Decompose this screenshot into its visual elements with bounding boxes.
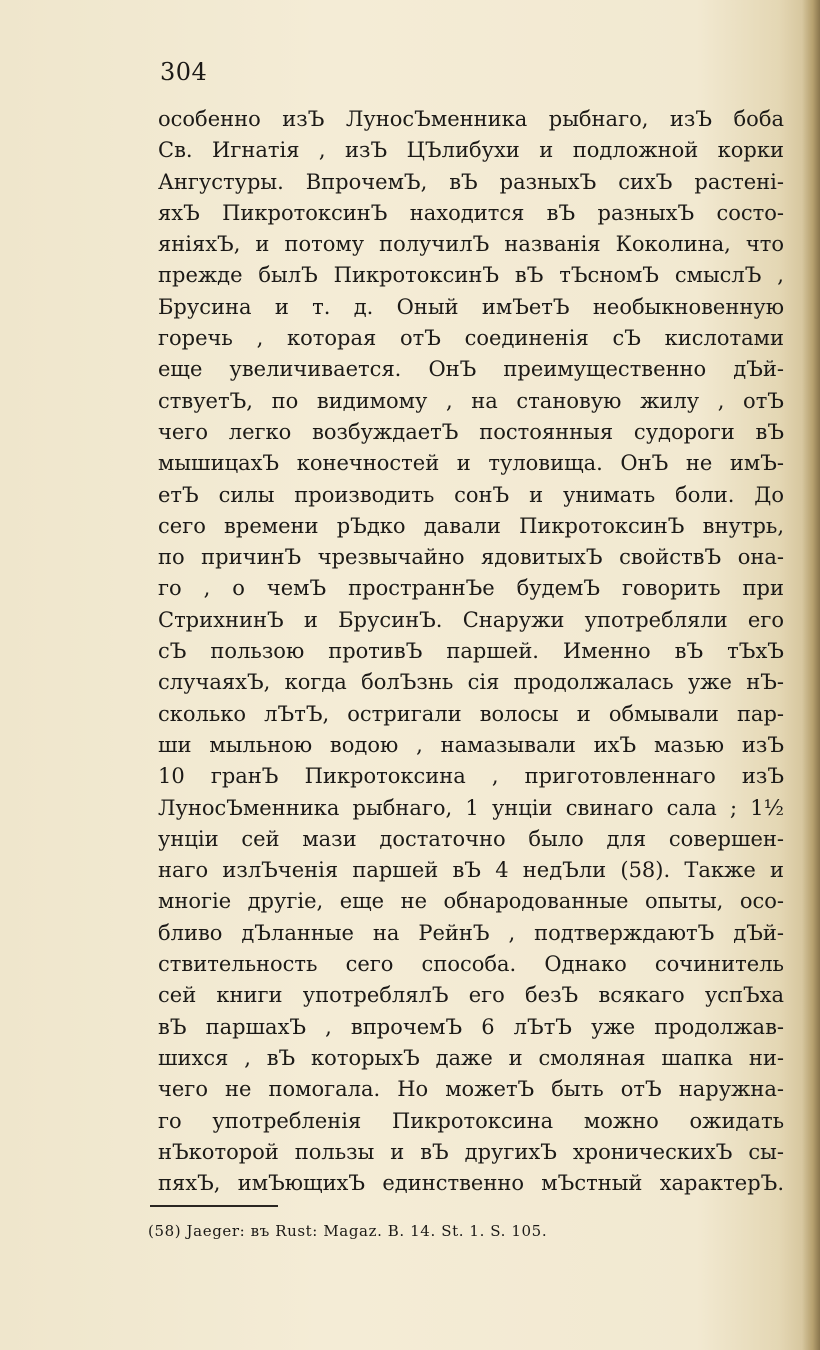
text-line: мышицахЪ конечностей и туловища. ОнЪ не имЪ- [158,451,784,476]
text-line: Брусина и т. д. Оный имЪетЪ необыкновенную [158,294,784,319]
text-line: сколько лЪтЪ, остригали волосы и обмывали пар- [158,701,784,726]
footnote: (58) Jaeger: въ Rust: Magaz. B. 14. St. 1. S. 105. [148,1222,548,1240]
text-line: яхЪ ПикротоксинЪ находится вЪ разныхЪ состо- [158,200,784,225]
text-line: прежде былЪ ПикротоксинЪ вЪ тЪсномЪ смыслЪ , [158,263,784,288]
text-line: случаяхЪ, когда болЪзнь сiя продолжалась уже нЪ- [158,670,784,695]
text-line: ЛуносЪменника рыбнаго, 1 унцiи свинаго сала ; 1½ [158,795,784,820]
text-line: сего времени рЪдко давали ПикротоксинЪ внутрь, [158,513,784,538]
text-line: еще увеличивается. ОнЪ преимущественно дЪй- [158,357,784,382]
text-line: шихся , вЪ которыхЪ даже и смоляная шапка ни- [158,1045,784,1070]
page-number: 304 [160,58,208,86]
text-line: 10 гранЪ Пикротоксина , приготовленнаго изЪ [158,764,784,789]
text-line: го , о чемЪ пространнЪе будемЪ говорить при [158,576,784,601]
text-line: ствительность сего способа. Однако сочинитель [158,952,784,977]
footnote-divider [150,1205,278,1207]
text-line-last: пяхЪ, имЪющихЪ единственно мЪстный характерЪ. [158,1171,784,1196]
text-line: янiяхЪ, и потому получилЪ названiя Коколина, что [158,232,784,257]
text-line: чего легко возбуждаетЪ постоянныя судороги вЪ [158,419,784,444]
text-line: горечь , которая отЪ соединенiя сЪ кислотами [158,326,784,351]
text-line: по причинЪ чрезвычайно ядовитыхЪ свойствЪ она- [158,545,784,570]
page-edge-shadow [802,0,820,1350]
text-line: СтрихнинЪ и БрусинЪ. Снаружи употребляли его [158,607,784,632]
text-line: многiе другiе, еще не обнародованные опыты, осо- [158,889,784,914]
text-line: унцiи сей мази достаточно было для совершен- [158,826,784,851]
text-line: бливо дЪланные на РейнЪ , подтверждаютЪ дЪй- [158,920,784,945]
text-line: Св. Игнатiя , изЪ ЦЪлибухи и подложной корки [158,138,784,163]
text-line: вЪ паршахЪ , впрочемЪ 6 лЪтЪ уже продолжав- [158,1014,784,1039]
text-line: наго излЪченiя паршей вЪ 4 недЪли (58). Также и [158,858,784,883]
text-line: сей книги употреблялЪ его безЪ всякаго успЪха [158,983,784,1008]
text-line: нЪкоторой пользы и вЪ другихЪ хроническихЪ сы- [158,1139,784,1164]
body-text [158,104,784,1199]
text-line: сЪ пользою противЪ паршей. Именно вЪ тЪхЪ [158,639,784,664]
text-line: Ангустуры. ВпрочемЪ, вЪ разныхЪ сихЪ растенi- [158,169,784,194]
text-line: чего не помогала. Но можетЪ быть отЪ наружна- [158,1077,784,1102]
text-line: ши мыльною водою , намазывали ихЪ мазью изЪ [158,732,784,757]
text-line: особенно изЪ ЛуносЪменника рыбнаго, изЪ боба [158,107,784,131]
text-line: ствуетЪ, по видимому , на становую жилу , отЪ [158,388,784,413]
text-line: го употребленiя Пикротоксина можно ожидать [158,1108,784,1133]
text-line: етЪ силы производить сонЪ и унимать боли. До [158,482,784,507]
